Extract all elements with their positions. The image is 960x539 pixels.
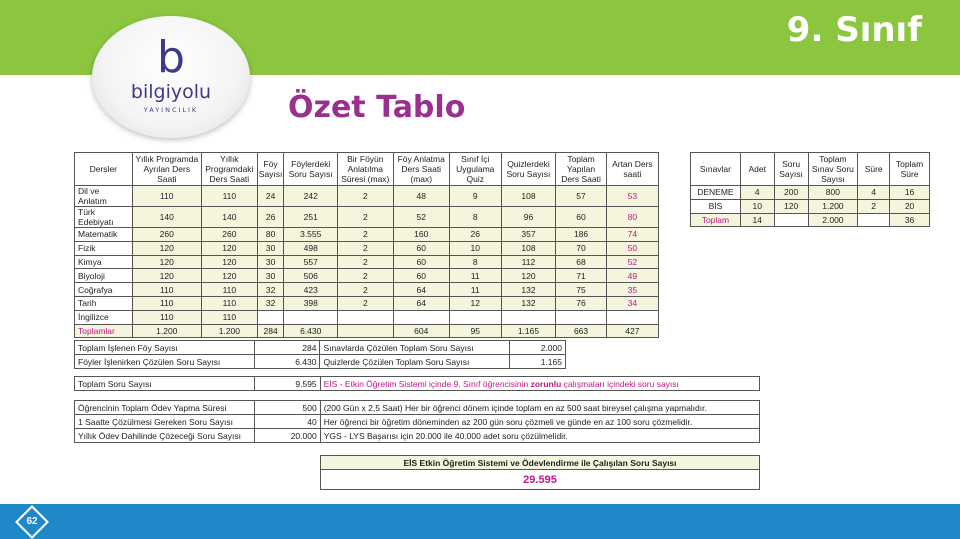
column-header: Toplam Yapılan Ders Saati xyxy=(556,153,606,186)
table-cell: 36 xyxy=(890,213,930,227)
table-cell: 112 xyxy=(501,255,556,269)
table-total-row xyxy=(691,213,930,227)
table-cell: 260 xyxy=(201,228,257,242)
table-cell: 120 xyxy=(774,199,808,213)
table-cell: 242 xyxy=(284,186,338,207)
table-cell: 32 xyxy=(257,296,284,310)
table-cell: 2 xyxy=(338,241,394,255)
table-header-row xyxy=(75,153,659,186)
table-cell: 16 xyxy=(890,186,930,200)
table-cell xyxy=(393,310,449,324)
table-cell: 427 xyxy=(606,324,658,338)
table-cell: 4 xyxy=(858,186,890,200)
table-cell: 423 xyxy=(284,283,338,297)
table-cell xyxy=(257,310,284,324)
table-cell: 64 xyxy=(393,296,449,310)
table-row xyxy=(75,296,659,310)
table-cell xyxy=(606,310,658,324)
table-cell: 110 xyxy=(132,296,201,310)
table-cell: 60 xyxy=(556,207,606,228)
column-header: Quizlerdeki Soru Sayısı xyxy=(501,153,556,186)
homework-summary xyxy=(74,400,760,443)
table-cell: Tarih xyxy=(75,296,133,310)
table-cell: 120 xyxy=(501,269,556,283)
table-cell: Fizik xyxy=(75,241,133,255)
table-cell: 6.430 xyxy=(284,324,338,338)
table-cell: 132 xyxy=(501,283,556,297)
table-cell: 110 xyxy=(201,283,257,297)
table-cell: 14 xyxy=(740,213,774,227)
table-cell: 10 xyxy=(740,199,774,213)
column-header: Adet xyxy=(740,153,774,186)
table-cell: 110 xyxy=(132,310,201,324)
column-header: Toplam Sınav Soru Sayısı xyxy=(808,153,858,186)
table-cell: 76 xyxy=(556,296,606,310)
table-cell: 2.000 xyxy=(510,341,566,355)
table-cell: 800 xyxy=(808,186,858,200)
table-cell: 10 xyxy=(449,241,501,255)
table-cell xyxy=(338,310,394,324)
table-row xyxy=(75,429,760,443)
table-cell: Matematik xyxy=(75,228,133,242)
table-row xyxy=(75,269,659,283)
table-cell: BİS xyxy=(691,199,741,213)
table-row xyxy=(691,199,930,213)
table-cell: 74 xyxy=(606,228,658,242)
table-cell: Kimya xyxy=(75,255,133,269)
column-header: Süre xyxy=(858,153,890,186)
table-cell: 2.000 xyxy=(808,213,858,227)
table-header-row xyxy=(691,153,930,186)
table-cell: 8 xyxy=(449,207,501,228)
table-cell: 57 xyxy=(556,186,606,207)
table-row xyxy=(75,228,659,242)
table-cell: 1.200 xyxy=(132,324,201,338)
table-cell: 35 xyxy=(606,283,658,297)
table-cell: 3.555 xyxy=(284,228,338,242)
table-cell: 506 xyxy=(284,269,338,283)
logo-icon xyxy=(92,16,250,138)
table-cell: 96 xyxy=(501,207,556,228)
table-cell: 120 xyxy=(132,269,201,283)
table-cell: 60 xyxy=(393,255,449,269)
page-title: Özet Tablo xyxy=(288,90,466,125)
table-row xyxy=(75,310,659,324)
table-cell: 110 xyxy=(201,296,257,310)
table-cell: 284 xyxy=(254,341,320,355)
table-row xyxy=(75,377,760,391)
table-cell xyxy=(449,310,501,324)
table-cell: 2 xyxy=(338,186,394,207)
eis-note-bold: zorunlu xyxy=(530,378,562,389)
table-cell: 53 xyxy=(606,186,658,207)
column-header: Artan Ders saati xyxy=(606,153,658,186)
table-cell: 110 xyxy=(132,283,201,297)
page-number: 62 xyxy=(26,516,38,527)
table-cell: 20.000 xyxy=(254,429,320,443)
table-cell: 357 xyxy=(501,228,556,242)
table-cell: 1.200 xyxy=(808,199,858,213)
table-cell: 11 xyxy=(449,283,501,297)
table-cell: 120 xyxy=(201,241,257,255)
table-row xyxy=(75,241,659,255)
table-cell: İngilizce xyxy=(75,310,133,324)
table-cell: 75 xyxy=(556,283,606,297)
table-cell: 120 xyxy=(201,269,257,283)
table-cell: 251 xyxy=(284,207,338,228)
column-header: Yıllık Programda Ayrılan Ders Saati xyxy=(132,153,201,186)
table-cell: 110 xyxy=(201,310,257,324)
table-cell: 68 xyxy=(556,255,606,269)
logo-name: bilgiyolu xyxy=(130,81,212,103)
grand-total-value: 29.595 xyxy=(321,470,760,490)
table-cell: 140 xyxy=(132,207,201,228)
table-cell: DENEME xyxy=(691,186,741,200)
table-cell: 40 xyxy=(254,415,320,429)
question-count-summary xyxy=(74,340,566,369)
table-cell: 50 xyxy=(606,241,658,255)
table-cell: 110 xyxy=(132,186,201,207)
table-cell: 2 xyxy=(338,255,394,269)
table-cell: 30 xyxy=(257,241,284,255)
table-cell: 186 xyxy=(556,228,606,242)
table-cell: 26 xyxy=(449,228,501,242)
table-cell: 26 xyxy=(257,207,284,228)
eis-note-text: çalışmaları içindeki soru sayısı xyxy=(561,378,679,389)
table-cell: 48 xyxy=(393,186,449,207)
table-cell: 2 xyxy=(338,207,394,228)
table-cell: 1.165 xyxy=(501,324,556,338)
column-header: Dersler xyxy=(75,153,133,186)
column-header: Föy Anlatma Ders Saati (max) xyxy=(393,153,449,186)
table-row xyxy=(75,401,760,415)
table-cell xyxy=(556,310,606,324)
table-cell: 20 xyxy=(890,199,930,213)
table-cell xyxy=(774,213,808,227)
table-cell: 120 xyxy=(132,255,201,269)
table-cell: 557 xyxy=(284,255,338,269)
table-cell: 260 xyxy=(132,228,201,242)
table-cell: 60 xyxy=(393,241,449,255)
table-row xyxy=(75,415,760,429)
table-cell: Toplam Soru Sayısı xyxy=(75,377,255,391)
grand-total-label: EİS Etkin Öğretim Sistemi ve Ödevlendirme ile Çalışılan Soru Sayısı xyxy=(321,456,760,470)
table-cell: 30 xyxy=(257,269,284,283)
table-cell: Sınavlarda Çözülen Toplam Soru Sayısı xyxy=(320,341,510,355)
table-cell: 95 xyxy=(449,324,501,338)
logo-subtitle: YAYINCILIK xyxy=(143,106,199,114)
table-cell: 498 xyxy=(284,241,338,255)
column-header: Föylerdeki Soru Sayısı xyxy=(284,153,338,186)
table-cell: 108 xyxy=(501,241,556,255)
table-row xyxy=(691,186,930,200)
table-cell: 24 xyxy=(257,186,284,207)
table-cell: 52 xyxy=(606,255,658,269)
eis-note xyxy=(320,377,759,391)
table-cell: 120 xyxy=(132,241,201,255)
table-cell: Toplam xyxy=(691,213,741,227)
table-cell: 398 xyxy=(284,296,338,310)
table-cell: 60 xyxy=(393,269,449,283)
table-cell: Türk Edebiyatı xyxy=(75,207,133,228)
column-header: Sınıf İçi Uygulama Quiz xyxy=(449,153,501,186)
table-cell: 8 xyxy=(449,255,501,269)
table-cell: Coğrafya xyxy=(75,283,133,297)
table-cell: YGS - LYS Başarısı için 20.000 ile 40.000 adet soru çözülmelidir. xyxy=(320,429,759,443)
column-header: Föy Sayısı xyxy=(257,153,284,186)
logo-letter: b xyxy=(157,32,185,83)
table-total-row xyxy=(75,324,659,338)
table-cell: Öğrencinin Toplam Ödev Yapma Süresi xyxy=(75,401,255,415)
table-row xyxy=(75,255,659,269)
column-header: Toplam Süre xyxy=(890,153,930,186)
table-cell: 1 Saatte Çözülmesi Gereken Soru Sayısı xyxy=(75,415,255,429)
table-cell: 70 xyxy=(556,241,606,255)
exam-summary-table xyxy=(690,152,930,227)
column-header: Soru Sayısı xyxy=(774,153,808,186)
table-cell: 500 xyxy=(254,401,320,415)
table-cell: 80 xyxy=(257,228,284,242)
table-cell: 2 xyxy=(858,199,890,213)
table-cell: 2 xyxy=(338,269,394,283)
table-cell: 80 xyxy=(606,207,658,228)
table-cell: 140 xyxy=(201,207,257,228)
table-cell: 200 xyxy=(774,186,808,200)
publisher-logo xyxy=(92,16,250,138)
table-cell: 64 xyxy=(393,283,449,297)
footer-bar xyxy=(0,504,960,539)
table-cell: 284 xyxy=(257,324,284,338)
column-header: Bir Föyün Anlatılma Süresi (max) xyxy=(338,153,394,186)
table-cell: 2 xyxy=(338,228,394,242)
table-cell: 604 xyxy=(393,324,449,338)
table-cell: (200 Gün x 2,5 Saat) Her bir öğrenci dönem içinde toplam en az 500 saat bireysel çalışma yapmalıdır. xyxy=(320,401,759,415)
table-cell: Quizlerde Çözülen Toplam Soru Sayısı xyxy=(320,355,510,369)
table-cell: 120 xyxy=(201,255,257,269)
table-cell: 32 xyxy=(257,283,284,297)
table-cell: 132 xyxy=(501,296,556,310)
table-cell: 52 xyxy=(393,207,449,228)
grand-total-box xyxy=(320,455,760,490)
table-row xyxy=(75,207,659,228)
column-header: Sınavlar xyxy=(691,153,741,186)
grade-title: 9. Sınıf xyxy=(786,10,922,50)
eis-note-text: EİS - Etkin Öğretim Sistemi içinde 9. Sınıf öğrencisinin xyxy=(323,378,531,389)
table-cell: 71 xyxy=(556,269,606,283)
table-cell: 9.595 xyxy=(254,377,320,391)
table-cell: Dil ve Anlatım xyxy=(75,186,133,207)
course-summary-table xyxy=(74,152,659,338)
table-cell: Föyler İşlenirken Çözülen Soru Sayısı xyxy=(75,355,255,369)
table-cell: 4 xyxy=(740,186,774,200)
table-cell: 30 xyxy=(257,255,284,269)
table-cell: Toplam İşlenen Föy Sayısı xyxy=(75,341,255,355)
table-row xyxy=(75,355,566,369)
column-header: Yıllık Programdaki Ders Saati xyxy=(201,153,257,186)
table-cell: 34 xyxy=(606,296,658,310)
table-cell: 2 xyxy=(338,296,394,310)
table-cell: 49 xyxy=(606,269,658,283)
table-cell: 6.430 xyxy=(254,355,320,369)
table-cell: 663 xyxy=(556,324,606,338)
table-cell: Biyoloji xyxy=(75,269,133,283)
table-cell: 11 xyxy=(449,269,501,283)
table-row xyxy=(75,341,566,355)
table-cell: Yıllık Ödev Dahilinde Çözeceği Soru Sayısı xyxy=(75,429,255,443)
table-cell xyxy=(501,310,556,324)
table-cell xyxy=(284,310,338,324)
table-cell: Toplamlar xyxy=(75,324,133,338)
table-row xyxy=(75,283,659,297)
table-row xyxy=(75,186,659,207)
table-cell: 1.165 xyxy=(510,355,566,369)
total-question-row xyxy=(74,376,760,391)
table-cell: 12 xyxy=(449,296,501,310)
table-cell: 110 xyxy=(201,186,257,207)
table-cell: 9 xyxy=(449,186,501,207)
table-cell: Her öğrenci bir öğretim döneminden az 200 gün soru çözmeli ve günde en az 100 soru çözmelidir. xyxy=(320,415,759,429)
table-cell: 2 xyxy=(338,283,394,297)
table-cell: 1.200 xyxy=(201,324,257,338)
table-cell: 108 xyxy=(501,186,556,207)
table-cell xyxy=(338,324,394,338)
table-cell xyxy=(858,213,890,227)
table-cell: 160 xyxy=(393,228,449,242)
